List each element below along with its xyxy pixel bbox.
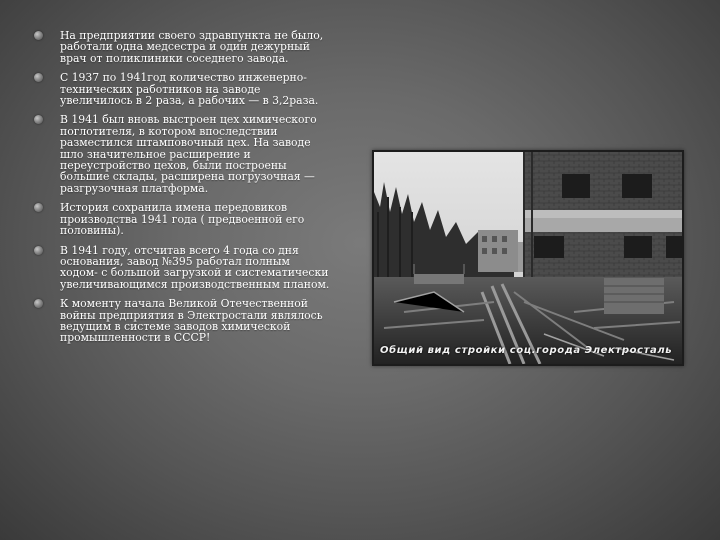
- bullet-marker-icon: [34, 203, 43, 212]
- bullet-item: [34, 30, 330, 64]
- construction-photo-image: [374, 152, 682, 364]
- bullet-marker-icon: [34, 31, 43, 40]
- photo-caption: Общий вид стройки соц.города Электросталь: [380, 345, 673, 356]
- bullet-marker-icon: [34, 115, 43, 124]
- bullet-text: История сохранила имена передовиков производства 1941 года ( предвоенной его половины).: [60, 201, 305, 238]
- construction-photo: [372, 150, 684, 366]
- bullet-item: [34, 114, 330, 194]
- bullet-text: На предприятии своего здравпункта не было, работали одна медсестра и один дежурный врач от поликлиники соседнего завода.: [60, 29, 324, 65]
- bullet-item: [34, 202, 330, 236]
- bullet-marker-icon: [34, 73, 43, 82]
- bullet-item: [34, 245, 330, 291]
- bullet-marker-icon: [34, 299, 43, 308]
- bullet-text: В 1941 году, отсчитав всего 4 года со дня основания, завод №395 работал полным ходом- с большой загрузкой и систематически увеличивающимся производственным планом.: [60, 243, 330, 291]
- bullet-list: [34, 30, 330, 352]
- bullet-marker-icon: [34, 246, 43, 255]
- bullet-text: В 1941 был вновь выстроен цех химического поглотителя, в котором впоследствии разместился штамповочный цех. На заводе шло значительное расширение и переустройство цехов, были построены большие склады, расширена погрузочная — разгрузочная платформа.: [60, 113, 317, 195]
- bullet-item: [34, 298, 330, 344]
- bullet-item: [34, 72, 330, 106]
- bullet-text: К моменту начала Великой Отечественной войны предприятия в Электростали являлось ведущим в системе заводов химической промышленности в СССР!: [60, 297, 323, 345]
- bullet-text: С 1937 по 1941год количество инженерно-технических работников на заводе увеличилось в 2 раза, а рабочих — в 3,2раза.: [60, 71, 319, 108]
